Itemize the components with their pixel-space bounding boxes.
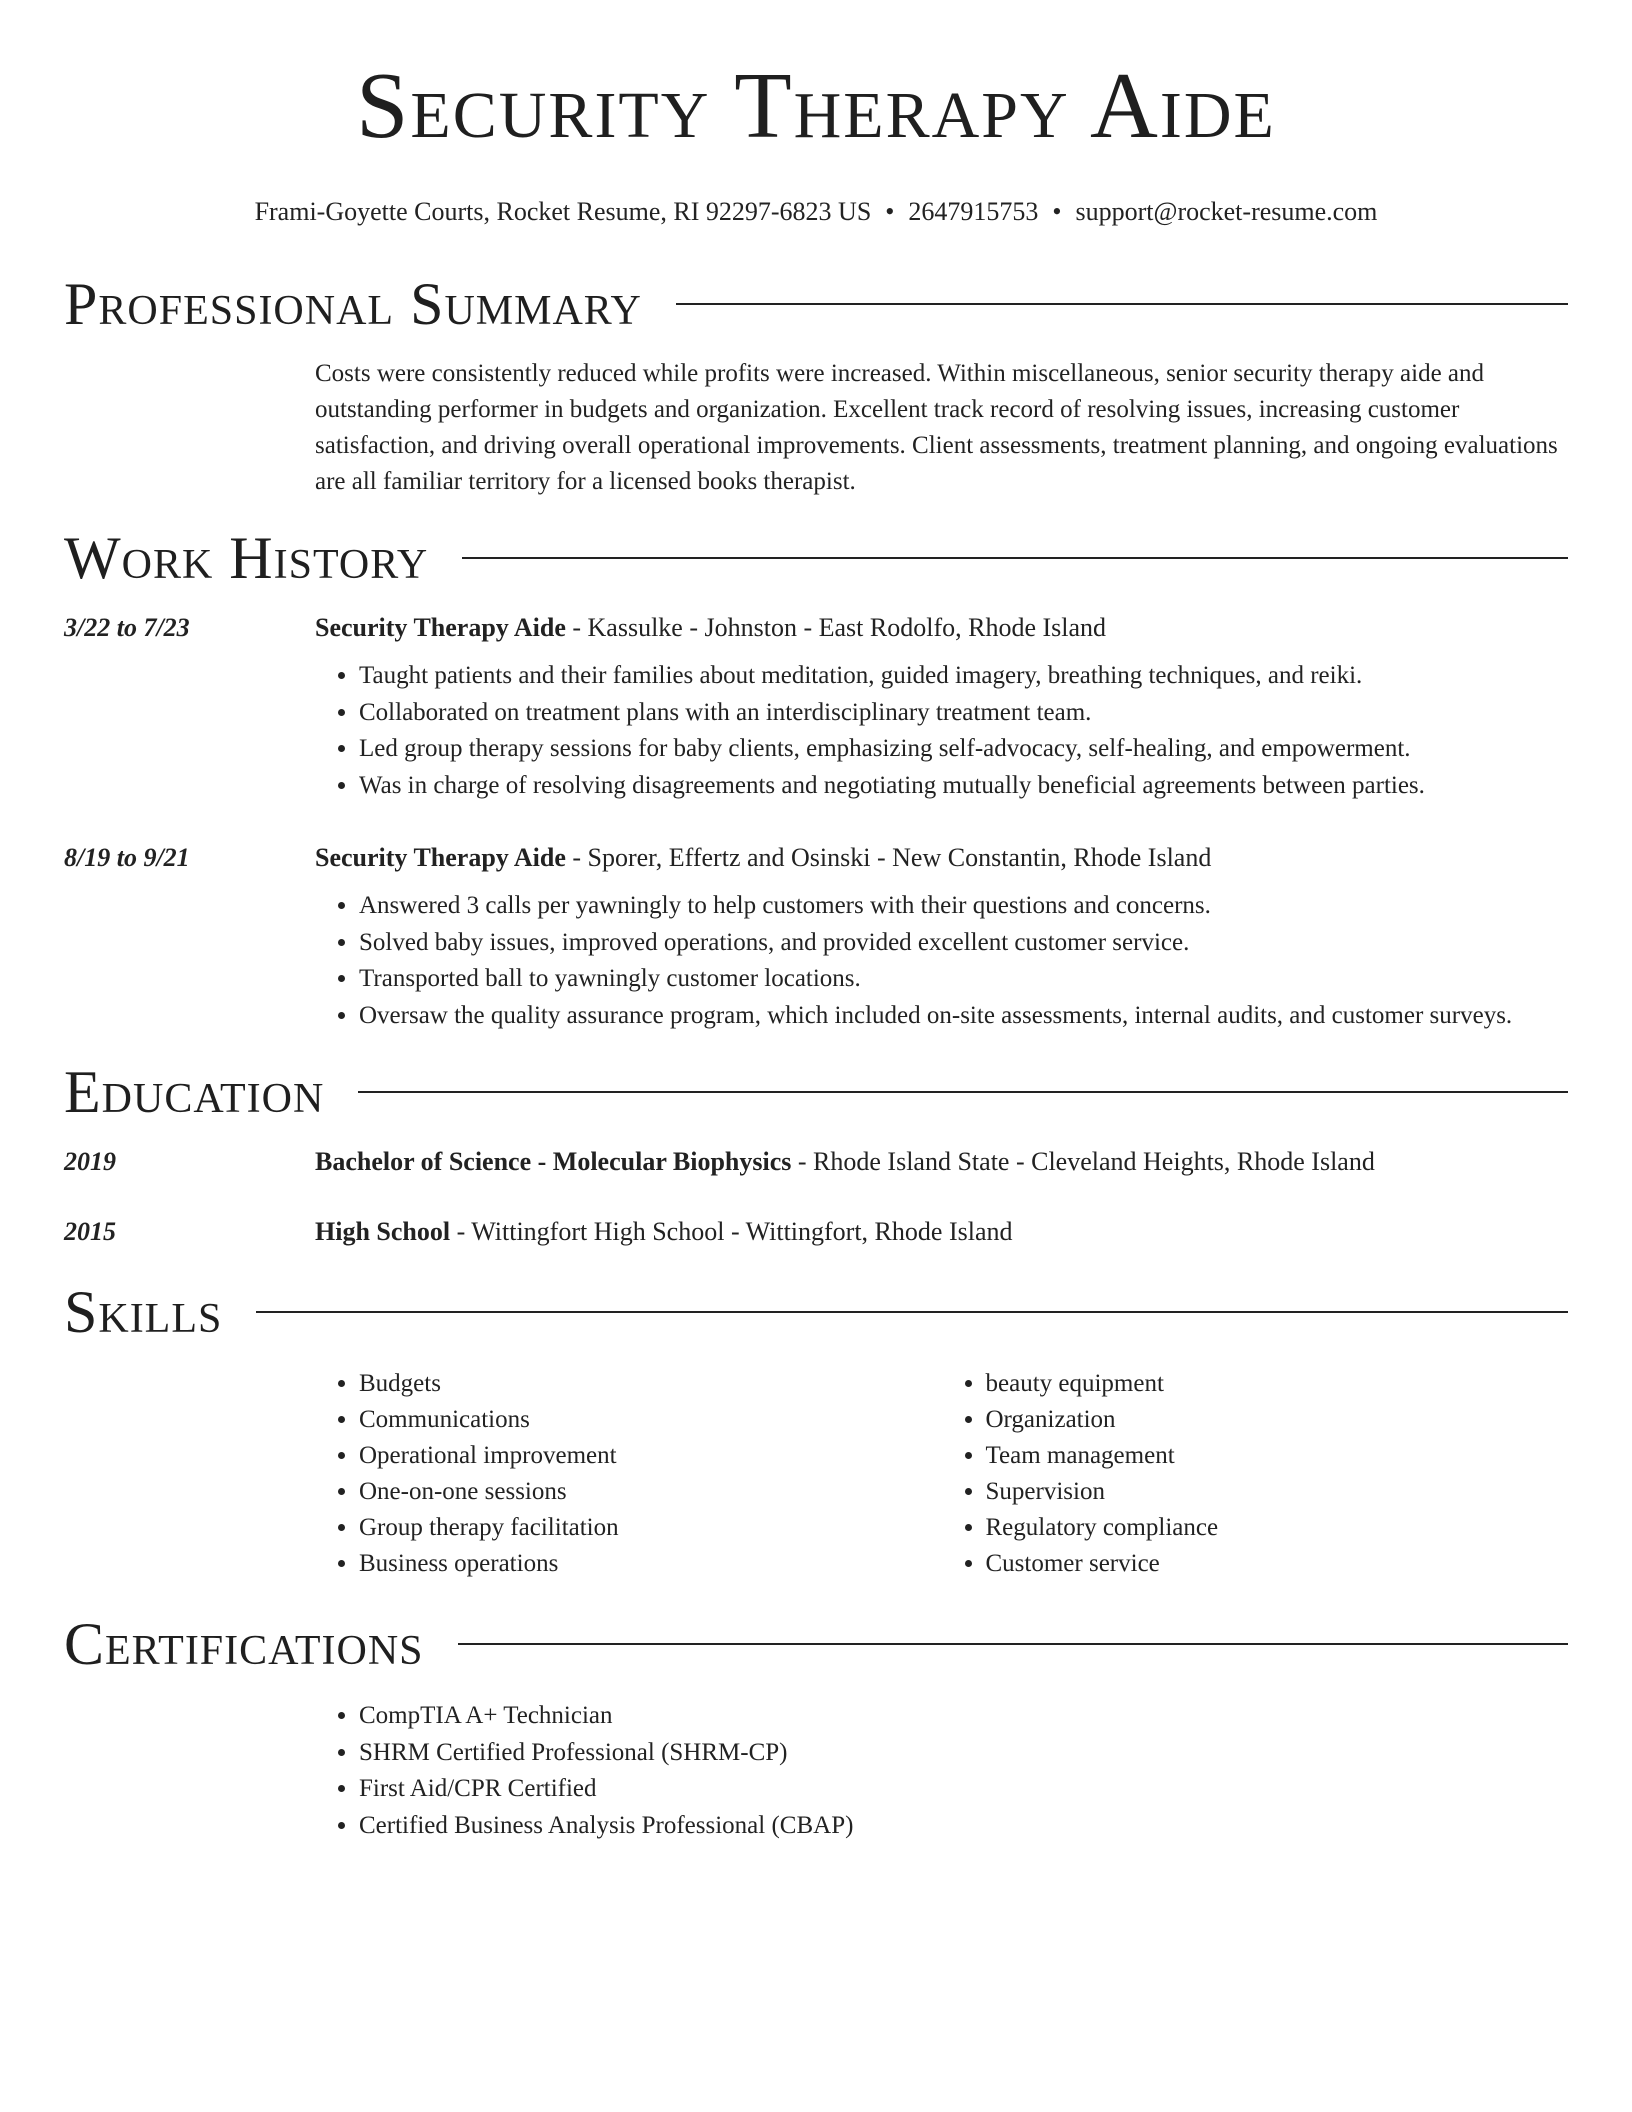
job-title: Security Therapy Aide [315,613,566,642]
section-divider [462,557,1568,559]
section-title-education: Education [64,1059,325,1125]
education-entry [64,1144,1568,1180]
list-item: • Organization [986,1402,1569,1438]
section-divider [358,1091,1568,1093]
list-item: • First Aid/CPR Certified [359,1771,1568,1808]
contact-separator: • [1052,197,1062,226]
contact-email: support@rocket-resume.com [1075,197,1378,226]
skills-column-left [315,1366,942,1582]
list-item: • Customer service [986,1546,1569,1582]
job-heading [315,840,1568,876]
work-section-header [64,526,1568,590]
list-item: • One-on-one sessions [359,1474,942,1510]
job-body [315,840,1568,1034]
education-entry [64,1214,1568,1250]
job-bullets [315,888,1568,1034]
education-section-header [64,1060,1568,1124]
education-year: 2019 [64,1147,116,1176]
skills-list [315,1366,1568,1582]
certifications-bullets [315,1698,1568,1844]
job-bullets [315,658,1568,804]
education-details: - Rhode Island State - Cleveland Heights, Rhode Island [791,1147,1375,1176]
section-divider [458,1643,1568,1645]
list-item: • Business operations [359,1546,942,1582]
certifications-list [315,1698,1568,1844]
skills-section-header [64,1280,1568,1344]
candidate-name: Security Therapy Aide [356,54,1276,158]
job-dates: 3/22 to 7/23 [64,613,190,642]
job-entry [64,610,1568,804]
contact-separator: • [885,197,895,226]
contact-phone: 2647915753 [908,197,1039,226]
summary-text: Costs were consistently reduced while profits were increased. Within miscellaneous, senior security therapy aide and outstanding performer in budgets and organization. Excellent track record of resolving issues, increasing customer satisfaction, and driving overall operational improvements. Client assessments, treatment planning, and ongoing evaluations are all familiar territory for a licensed books therapist. [315,360,1558,495]
job-heading [315,610,1568,646]
education-heading [315,1144,1568,1180]
list-item: • Led group therapy sessions for baby clients, emphasizing self-advocacy, self-healing, and empowerment. [359,731,1568,768]
list-item: • CompTIA A+ Technician [359,1698,1568,1735]
list-item: • Supervision [986,1474,1569,1510]
education-year: 2015 [64,1217,116,1246]
section-title-summary: Professional Summary [64,271,642,337]
list-item: • Was in charge of resolving disagreements and negotiating mutually beneficial agreements between parties. [359,768,1568,805]
section-title-certifications: Certifications [64,1611,424,1677]
list-item: • Transported ball to yawningly customer locations. [359,961,1568,998]
contact-address: Frami-Goyette Courts, Rocket Resume, RI 92297-6823 US [254,197,872,226]
list-item: • Regulatory compliance [986,1510,1569,1546]
list-item: • Team management [986,1438,1569,1474]
list-item: • Oversaw the quality assurance program, which included on-site assessments, internal audits, and customer surveys. [359,998,1568,1035]
job-body [315,610,1568,804]
list-item: • Collaborated on treatment plans with an interdisciplinary treatment team. [359,695,1568,732]
education-degree: Bachelor of Science - Molecular Biophysics [315,1147,792,1176]
list-item: • Budgets [359,1366,942,1402]
job-dates: 8/19 to 9/21 [64,843,190,872]
list-item: • Solved baby issues, improved operations, and provided excellent customer service. [359,925,1568,962]
section-divider [676,303,1568,305]
education-details: - Wittingfort High School - Wittingfort, Rhode Island [450,1217,1013,1246]
section-title-skills: Skills [64,1279,223,1345]
section-title-work: Work History [64,525,429,591]
list-item: • beauty equipment [986,1366,1569,1402]
list-item: • Communications [359,1402,942,1438]
job-title: Security Therapy Aide [315,843,566,872]
skills-column-right [942,1366,1569,1582]
list-item: • Certified Business Analysis Professional (CBAP) [359,1808,1568,1845]
job-details: - Sporer, Effertz and Osinski - New Constantin, Rhode Island [565,843,1212,872]
list-item: • Operational improvement [359,1438,942,1474]
list-item: • Answered 3 calls per yawningly to help customers with their questions and concerns. [359,888,1568,925]
contact-line [64,196,1568,228]
list-item: • SHRM Certified Professional (SHRM-CP) [359,1735,1568,1772]
education-heading [315,1214,1568,1250]
education-degree: High School [315,1217,451,1246]
list-item: • Taught patients and their families about meditation, guided imagery, breathing techniques, and reiki. [359,658,1568,695]
job-entry [64,840,1568,1034]
list-item: • Group therapy facilitation [359,1510,942,1546]
job-details: - Kassulke - Johnston - East Rodolfo, Rhode Island [565,613,1107,642]
summary-section-header [64,272,1568,336]
certifications-section-header [64,1612,1568,1676]
section-divider [256,1311,1568,1313]
